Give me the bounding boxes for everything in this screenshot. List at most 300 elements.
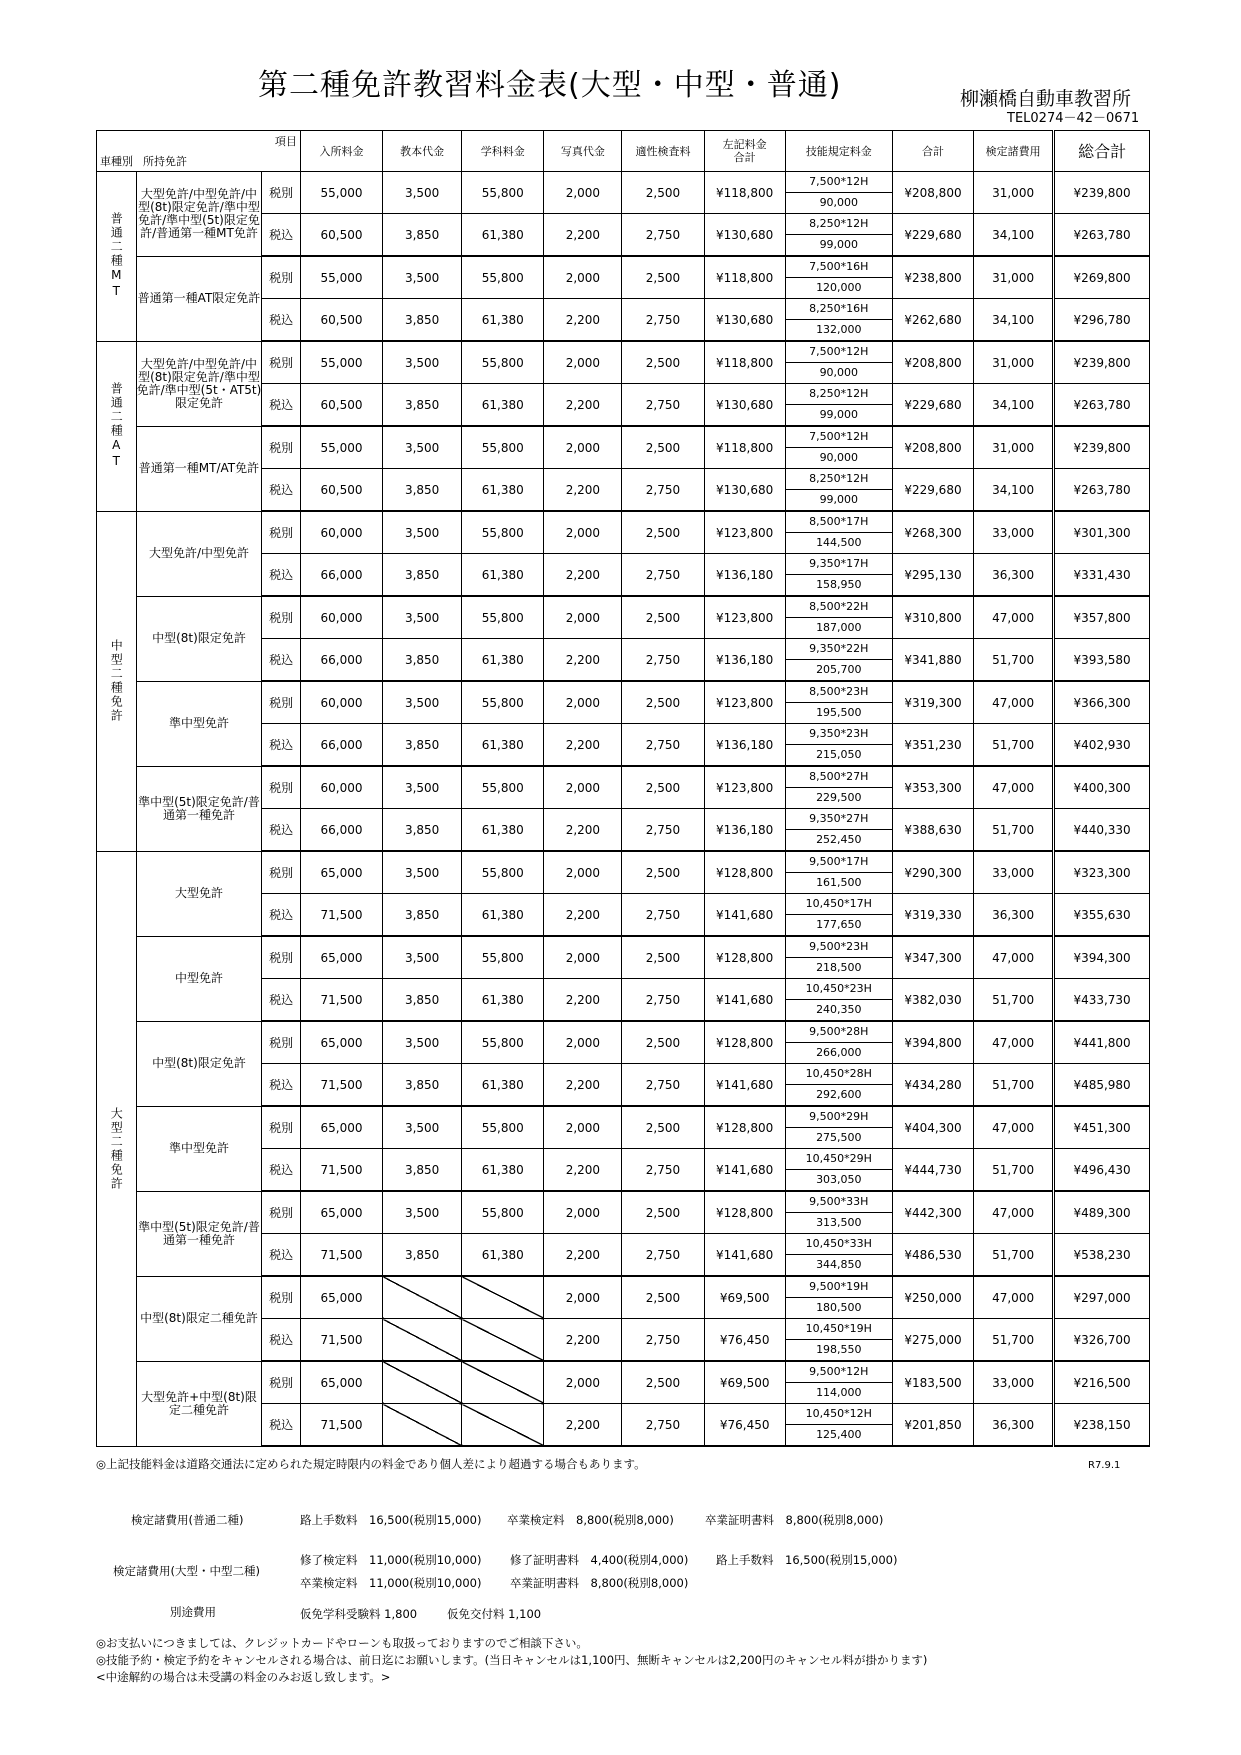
tech-fee-cell xyxy=(785,596,892,639)
school-name: 柳瀬橋自動車教習所 xyxy=(960,88,1132,110)
total-cell: ¥229,680 xyxy=(892,384,973,427)
revision-date: R7.9.1 xyxy=(1088,1460,1121,1471)
tax-type: 税別 xyxy=(262,936,301,979)
lecture-fee-cell xyxy=(462,1319,544,1362)
vehicle-category xyxy=(97,172,137,342)
textbook-fee-cell: 3,850 xyxy=(383,639,462,682)
grand-total-cell: ¥489,300 xyxy=(1054,1191,1150,1234)
subtotal-cell: ¥118,800 xyxy=(704,172,785,214)
tech-fee-rate: 9,500*17H xyxy=(786,852,892,873)
entry-fee-cell: 60,000 xyxy=(300,766,382,809)
aptitude-fee-cell: 2,750 xyxy=(622,554,704,597)
subtotal-cell: ¥128,800 xyxy=(704,936,785,979)
lecture-fee-cell: 55,800 xyxy=(462,1191,544,1234)
grand-total-cell: ¥239,800 xyxy=(1054,341,1150,384)
header-vehicle-label: 車種別 xyxy=(100,155,133,168)
aptitude-fee-cell: 2,750 xyxy=(622,979,704,1022)
subtotal-cell: ¥118,800 xyxy=(704,256,785,299)
tech-fee-rate: 8,250*12H xyxy=(786,214,892,235)
grand-total-cell: ¥357,800 xyxy=(1054,596,1150,639)
lecture-fee-cell xyxy=(462,1361,544,1404)
subtotal-cell: ¥136,180 xyxy=(704,724,785,767)
tech-fee-cell xyxy=(785,681,892,724)
tax-type: 税別 xyxy=(262,1021,301,1064)
tech-fee-amount: 344,850 xyxy=(816,1258,862,1271)
grand-total-cell: ¥331,430 xyxy=(1054,554,1150,597)
photo-fee-cell: 2,000 xyxy=(544,936,622,979)
textbook-fee-cell: 3,850 xyxy=(383,1234,462,1277)
lecture-fee-cell: 61,380 xyxy=(462,724,544,767)
photo-fee-cell: 2,200 xyxy=(544,1234,622,1277)
lecture-fee-cell: 61,380 xyxy=(462,1149,544,1192)
tech-fee-amount: 313,500 xyxy=(816,1216,862,1229)
textbook-fee-cell: 3,500 xyxy=(383,596,462,639)
aptitude-fee-cell: 2,500 xyxy=(622,256,704,299)
table-row xyxy=(97,172,1150,214)
entry-fee-cell: 66,000 xyxy=(300,554,382,597)
tech-fee-amount: 195,500 xyxy=(816,706,862,719)
aptitude-fee-cell: 2,750 xyxy=(622,1064,704,1107)
photo-fee-cell: 2,000 xyxy=(544,1276,622,1319)
photo-fee-cell: 2,200 xyxy=(544,1404,622,1447)
tech-fee-amount: 177,650 xyxy=(816,918,862,931)
table-row xyxy=(97,681,1150,724)
photo-fee-cell: 2,000 xyxy=(544,1191,622,1234)
vehicle-category-label: 大型二種免許 xyxy=(109,1106,124,1191)
aptitude-fee-cell: 2,500 xyxy=(622,681,704,724)
lecture-fee-cell: 55,800 xyxy=(462,681,544,724)
textbook-fee-cell: 3,850 xyxy=(383,1149,462,1192)
table-header-row xyxy=(97,131,1150,172)
header-lecture-fee: 学科料金 xyxy=(462,131,544,172)
entry-fee-cell: 71,500 xyxy=(300,1319,382,1362)
total-cell: ¥238,800 xyxy=(892,256,973,299)
textbook-fee-cell: 3,850 xyxy=(383,724,462,767)
grand-total-cell: ¥239,800 xyxy=(1054,172,1150,214)
table-row xyxy=(97,511,1150,554)
textbook-fee-cell: 3,850 xyxy=(383,384,462,427)
vehicle-category-label: 普通二種MT xyxy=(109,212,124,301)
tax-type: 税別 xyxy=(262,766,301,809)
entry-fee-cell: 60,500 xyxy=(300,469,382,512)
subtotal-cell: ¥123,800 xyxy=(704,596,785,639)
aptitude-fee-cell: 2,750 xyxy=(622,894,704,937)
tech-fee-note: ◎上記技能料金は道路交通法に定められた規定時限内の料金であり個人差により超過する場合もあります。 xyxy=(96,1457,646,1471)
exam-fee-large-completion: 修了検定料 11,000(税別10,000) xyxy=(300,1553,482,1567)
photo-fee-cell: 2,000 xyxy=(544,511,622,554)
page-title: 第二種免許教習料金表(大型・中型・普通) xyxy=(258,68,842,103)
table-row xyxy=(97,1021,1150,1064)
header-photo-fee: 写真代金 xyxy=(544,131,622,172)
photo-fee-cell: 2,200 xyxy=(544,469,622,512)
subtotal-cell: ¥123,800 xyxy=(704,766,785,809)
textbook-fee-cell: 3,500 xyxy=(383,172,462,214)
vehicle-category xyxy=(97,851,137,1446)
textbook-fee-cell: 3,500 xyxy=(383,766,462,809)
grand-total-cell: ¥323,300 xyxy=(1054,851,1150,894)
tech-fee-rate: 7,500*12H xyxy=(786,342,892,363)
tech-fee-cell xyxy=(785,511,892,554)
lecture-fee-cell: 61,380 xyxy=(462,214,544,257)
aptitude-fee-cell: 2,750 xyxy=(622,384,704,427)
aptitude-fee-cell: 2,500 xyxy=(622,172,704,214)
aptitude-fee-cell: 2,500 xyxy=(622,936,704,979)
tax-type: 税別 xyxy=(262,256,301,299)
subtotal-cell: ¥123,800 xyxy=(704,511,785,554)
total-cell: ¥404,300 xyxy=(892,1106,973,1149)
exam-fee-cell: 33,000 xyxy=(974,1361,1054,1404)
exam-fee-cell: 51,700 xyxy=(974,1064,1054,1107)
grand-total-cell: ¥538,230 xyxy=(1054,1234,1150,1277)
tech-fee-rate: 8,250*12H xyxy=(786,384,892,405)
exam-fee-cell: 47,000 xyxy=(974,1276,1054,1319)
textbook-fee-cell: 3,500 xyxy=(383,256,462,299)
total-cell: ¥434,280 xyxy=(892,1064,973,1107)
entry-fee-cell: 60,500 xyxy=(300,214,382,257)
photo-fee-cell: 2,000 xyxy=(544,256,622,299)
tech-fee-rate: 10,450*19H xyxy=(786,1319,892,1340)
header-tech-fee: 技能規定料金 xyxy=(785,131,892,172)
held-license: 大型免許 xyxy=(136,851,262,936)
textbook-fee-cell: 3,850 xyxy=(383,809,462,852)
subtotal-cell: ¥118,800 xyxy=(704,426,785,469)
textbook-fee-cell xyxy=(383,1319,462,1362)
tech-fee-cell xyxy=(785,469,892,512)
entry-fee-cell: 55,000 xyxy=(300,426,382,469)
tech-fee-amount: 215,050 xyxy=(816,748,862,761)
tech-fee-amount: 99,000 xyxy=(819,238,859,251)
table-row xyxy=(97,1191,1150,1234)
exam-fee-large-completion-cert: 修了証明書料 4,400(税別4,000) xyxy=(510,1553,689,1567)
tax-type: 税込 xyxy=(262,979,301,1022)
exam-fee-std-graduation: 卒業検定料 8,800(税別8,000) xyxy=(507,1513,674,1527)
table-row xyxy=(97,256,1150,299)
exam-fee-std-road: 路上手数料 16,500(税別15,000) xyxy=(300,1513,482,1527)
exam-fee-cell: 51,700 xyxy=(974,724,1054,767)
school-phone: TEL0274－42－0671 xyxy=(1007,111,1140,126)
tech-fee-rate: 10,450*29H xyxy=(786,1149,892,1170)
photo-fee-cell: 2,200 xyxy=(544,979,622,1022)
held-license: 準中型(5t)限定免許/普通第一種免許 xyxy=(136,766,262,851)
tax-type: 税込 xyxy=(262,1234,301,1277)
lecture-fee-cell: 61,380 xyxy=(462,1064,544,1107)
subtotal-cell: ¥130,680 xyxy=(704,214,785,257)
grand-total-cell: ¥485,980 xyxy=(1054,1064,1150,1107)
exam-fee-cell: 47,000 xyxy=(974,1106,1054,1149)
exam-fee-cell: 47,000 xyxy=(974,766,1054,809)
aptitude-fee-cell: 2,750 xyxy=(622,1404,704,1447)
exam-fee-cell: 31,000 xyxy=(974,426,1054,469)
tech-fee-amount: 90,000 xyxy=(819,451,859,464)
tech-fee-cell xyxy=(785,384,892,427)
vehicle-category-label: 普通二種AT xyxy=(109,382,124,470)
tech-fee-amount: 99,000 xyxy=(819,408,859,421)
exam-fee-cell: 34,100 xyxy=(974,384,1054,427)
lecture-fee-cell: 61,380 xyxy=(462,1234,544,1277)
grand-total-cell: ¥441,800 xyxy=(1054,1021,1150,1064)
photo-fee-cell: 2,200 xyxy=(544,1319,622,1362)
subtotal-cell: ¥128,800 xyxy=(704,851,785,894)
total-cell: ¥319,300 xyxy=(892,681,973,724)
tech-fee-rate: 9,500*19H xyxy=(786,1277,892,1298)
total-cell: ¥250,000 xyxy=(892,1276,973,1319)
vehicle-category xyxy=(97,341,137,511)
lecture-fee-cell: 61,380 xyxy=(462,299,544,342)
tech-fee-amount: 240,350 xyxy=(816,1003,862,1016)
grand-total-cell: ¥297,000 xyxy=(1054,1276,1150,1319)
lecture-fee-cell: 61,380 xyxy=(462,979,544,1022)
grand-total-cell: ¥238,150 xyxy=(1054,1404,1150,1447)
photo-fee-cell: 2,200 xyxy=(544,1064,622,1107)
tech-fee-rate: 9,500*28H xyxy=(786,1022,892,1043)
tech-fee-amount: 125,400 xyxy=(816,1428,862,1441)
grand-total-cell: ¥440,330 xyxy=(1054,809,1150,852)
tech-fee-rate: 8,500*22H xyxy=(786,597,892,618)
subtotal-cell: ¥123,800 xyxy=(704,681,785,724)
tech-fee-cell xyxy=(785,936,892,979)
grand-total-cell: ¥216,500 xyxy=(1054,1361,1150,1404)
header-subtotal: 左記料金合計 xyxy=(704,131,785,172)
tech-fee-amount: 161,500 xyxy=(816,876,862,889)
subtotal-cell: ¥141,680 xyxy=(704,1234,785,1277)
tech-fee-cell xyxy=(785,894,892,937)
lecture-fee-cell xyxy=(462,1276,544,1319)
tech-fee-rate: 9,500*12H xyxy=(786,1362,892,1383)
tech-fee-rate: 10,450*23H xyxy=(786,979,892,1000)
tax-type: 税別 xyxy=(262,1276,301,1319)
entry-fee-cell: 71,500 xyxy=(300,1064,382,1107)
total-cell: ¥351,230 xyxy=(892,724,973,767)
subtotal-cell: ¥128,800 xyxy=(704,1106,785,1149)
total-cell: ¥388,630 xyxy=(892,809,973,852)
table-row xyxy=(97,936,1150,979)
grand-total-cell: ¥263,780 xyxy=(1054,384,1150,427)
exam-fee-large-graduation: 卒業検定料 11,000(税別10,000) xyxy=(300,1576,482,1590)
table-row xyxy=(97,1276,1150,1319)
entry-fee-cell: 65,000 xyxy=(300,1021,382,1064)
lecture-fee-cell: 61,380 xyxy=(462,809,544,852)
subtotal-cell: ¥130,680 xyxy=(704,384,785,427)
subtotal-cell: ¥136,180 xyxy=(704,639,785,682)
entry-fee-cell: 55,000 xyxy=(300,172,382,214)
subtotal-cell: ¥136,180 xyxy=(704,554,785,597)
total-cell: ¥319,330 xyxy=(892,894,973,937)
grand-total-cell: ¥263,780 xyxy=(1054,214,1150,257)
textbook-fee-cell: 3,500 xyxy=(383,426,462,469)
textbook-fee-cell: 3,850 xyxy=(383,214,462,257)
lecture-fee-cell: 55,800 xyxy=(462,341,544,384)
aptitude-fee-cell: 2,750 xyxy=(622,639,704,682)
tech-fee-rate: 9,500*33H xyxy=(786,1192,892,1213)
tech-fee-amount: 132,000 xyxy=(816,323,862,336)
total-cell: ¥208,800 xyxy=(892,172,973,214)
lecture-fee-cell: 61,380 xyxy=(462,894,544,937)
tech-fee-cell xyxy=(785,639,892,682)
tech-fee-cell xyxy=(785,766,892,809)
photo-fee-cell: 2,200 xyxy=(544,299,622,342)
refund-note: <中途解約の場合は未受講の料金のみお返し致します。> xyxy=(96,1670,391,1684)
subtotal-cell: ¥141,680 xyxy=(704,979,785,1022)
tax-type: 税別 xyxy=(262,426,301,469)
tech-fee-cell xyxy=(785,1106,892,1149)
total-cell: ¥208,800 xyxy=(892,341,973,384)
photo-fee-cell: 2,000 xyxy=(544,1361,622,1404)
photo-fee-cell: 2,000 xyxy=(544,681,622,724)
tech-fee-cell xyxy=(785,1404,892,1447)
tech-fee-amount: 120,000 xyxy=(816,281,862,294)
tech-fee-rate: 8,250*12H xyxy=(786,469,892,490)
tax-type: 税別 xyxy=(262,1191,301,1234)
grand-total-cell: ¥400,300 xyxy=(1054,766,1150,809)
exam-fee-cell: 34,100 xyxy=(974,299,1054,342)
extra-fee-issuance: 仮免交付料 1,100 xyxy=(447,1607,542,1621)
photo-fee-cell: 2,200 xyxy=(544,809,622,852)
header-held-label: 所持免許 xyxy=(143,155,187,168)
aptitude-fee-cell: 2,750 xyxy=(622,1234,704,1277)
textbook-fee-cell: 3,850 xyxy=(383,979,462,1022)
total-cell: ¥208,800 xyxy=(892,426,973,469)
held-license: 普通第一種MT/AT免許 xyxy=(136,426,262,511)
held-license: 準中型(5t)限定免許/普通第一種免許 xyxy=(136,1191,262,1276)
aptitude-fee-cell: 2,500 xyxy=(622,766,704,809)
aptitude-fee-cell: 2,750 xyxy=(622,469,704,512)
tech-fee-amount: 205,700 xyxy=(816,663,862,676)
textbook-fee-cell: 3,850 xyxy=(383,469,462,512)
tech-fee-cell xyxy=(785,426,892,469)
tech-fee-amount: 144,500 xyxy=(816,536,862,549)
tech-fee-rate: 10,450*17H xyxy=(786,894,892,915)
photo-fee-cell: 2,000 xyxy=(544,426,622,469)
total-cell: ¥382,030 xyxy=(892,979,973,1022)
exam-fee-large-graduation-cert: 卒業証明書料 8,800(税別8,000) xyxy=(510,1576,689,1590)
aptitude-fee-cell: 2,500 xyxy=(622,511,704,554)
total-cell: ¥201,850 xyxy=(892,1404,973,1447)
lecture-fee-cell: 55,800 xyxy=(462,596,544,639)
grand-total-cell: ¥394,300 xyxy=(1054,936,1150,979)
header-exam-fee: 検定諸費用 xyxy=(974,131,1054,172)
held-license: 中型(8t)限定二種免許 xyxy=(136,1276,262,1361)
exam-fee-cell: 33,000 xyxy=(974,511,1054,554)
entry-fee-cell: 71,500 xyxy=(300,894,382,937)
textbook-fee-cell: 3,850 xyxy=(383,1064,462,1107)
held-license: 大型免許/中型免許 xyxy=(136,511,262,596)
header-aptitude-fee: 適性検査料 xyxy=(622,131,704,172)
tech-fee-amount: 180,500 xyxy=(816,1301,862,1314)
photo-fee-cell: 2,000 xyxy=(544,766,622,809)
tech-fee-cell xyxy=(785,1191,892,1234)
tech-fee-amount: 90,000 xyxy=(819,366,859,379)
tech-fee-amount: 275,500 xyxy=(816,1131,862,1144)
entry-fee-cell: 60,500 xyxy=(300,299,382,342)
tech-fee-rate: 10,450*12H xyxy=(786,1404,892,1425)
entry-fee-cell: 66,000 xyxy=(300,639,382,682)
textbook-fee-cell: 3,500 xyxy=(383,936,462,979)
tech-fee-rate: 8,500*17H xyxy=(786,512,892,533)
subtotal-cell: ¥141,680 xyxy=(704,1149,785,1192)
aptitude-fee-cell: 2,500 xyxy=(622,1191,704,1234)
aptitude-fee-cell: 2,500 xyxy=(622,426,704,469)
tech-fee-amount: 114,000 xyxy=(816,1386,862,1399)
textbook-fee-cell: 3,500 xyxy=(383,1191,462,1234)
tax-type: 税込 xyxy=(262,809,301,852)
total-cell: ¥229,680 xyxy=(892,214,973,257)
tax-type: 税別 xyxy=(262,341,301,384)
grand-total-cell: ¥301,300 xyxy=(1054,511,1150,554)
subtotal-cell: ¥141,680 xyxy=(704,894,785,937)
tax-type: 税込 xyxy=(262,1064,301,1107)
extra-fee-exam: 仮免学科受験料 1,800 xyxy=(300,1607,418,1621)
tech-fee-rate: 10,450*33H xyxy=(786,1234,892,1255)
vehicle-category xyxy=(97,511,137,851)
tax-type: 税込 xyxy=(262,299,301,342)
photo-fee-cell: 2,200 xyxy=(544,384,622,427)
tech-fee-cell xyxy=(785,172,892,214)
subtotal-cell: ¥141,680 xyxy=(704,1064,785,1107)
aptitude-fee-cell: 2,750 xyxy=(622,809,704,852)
exam-fee-cell: 31,000 xyxy=(974,341,1054,384)
exam-fee-cell: 47,000 xyxy=(974,936,1054,979)
entry-fee-cell: 60,000 xyxy=(300,681,382,724)
entry-fee-cell: 71,500 xyxy=(300,1404,382,1447)
table-row xyxy=(97,426,1150,469)
exam-fees-large-label: 検定諸費用(大型・中型二種) xyxy=(113,1564,260,1578)
tech-fee-rate: 9,500*29H xyxy=(786,1107,892,1128)
entry-fee-cell: 66,000 xyxy=(300,724,382,767)
subtotal-cell: ¥76,450 xyxy=(704,1319,785,1362)
photo-fee-cell: 2,000 xyxy=(544,1106,622,1149)
subtotal-cell: ¥130,680 xyxy=(704,299,785,342)
tech-fee-cell xyxy=(785,724,892,767)
aptitude-fee-cell: 2,500 xyxy=(622,1276,704,1319)
photo-fee-cell: 2,000 xyxy=(544,341,622,384)
subtotal-cell: ¥136,180 xyxy=(704,809,785,852)
total-cell: ¥262,680 xyxy=(892,299,973,342)
textbook-fee-cell: 3,850 xyxy=(383,299,462,342)
exam-fee-cell: 36,300 xyxy=(974,894,1054,937)
subtotal-cell: ¥76,450 xyxy=(704,1404,785,1447)
tech-fee-amount: 218,500 xyxy=(816,961,862,974)
exam-fee-cell: 51,700 xyxy=(974,809,1054,852)
tax-type: 税込 xyxy=(262,724,301,767)
entry-fee-cell: 65,000 xyxy=(300,936,382,979)
tax-type: 税込 xyxy=(262,384,301,427)
tax-type: 税込 xyxy=(262,639,301,682)
held-license: 中型免許 xyxy=(136,936,262,1021)
textbook-fee-cell: 3,500 xyxy=(383,1106,462,1149)
held-license: 中型(8t)限定免許 xyxy=(136,1021,262,1106)
table-row xyxy=(97,851,1150,894)
aptitude-fee-cell: 2,750 xyxy=(622,724,704,767)
grand-total-cell: ¥393,580 xyxy=(1054,639,1150,682)
grand-total-cell: ¥269,800 xyxy=(1054,256,1150,299)
tech-fee-amount: 229,500 xyxy=(816,791,862,804)
exam-fee-cell: 36,300 xyxy=(974,1404,1054,1447)
aptitude-fee-cell: 2,500 xyxy=(622,596,704,639)
photo-fee-cell: 2,200 xyxy=(544,639,622,682)
tax-type: 税別 xyxy=(262,172,301,214)
photo-fee-cell: 2,000 xyxy=(544,172,622,214)
tax-type: 税別 xyxy=(262,511,301,554)
total-cell: ¥268,300 xyxy=(892,511,973,554)
photo-fee-cell: 2,200 xyxy=(544,214,622,257)
exam-fee-cell: 31,000 xyxy=(974,172,1054,214)
table-row xyxy=(97,596,1150,639)
tax-type: 税込 xyxy=(262,1149,301,1192)
photo-fee-cell: 2,200 xyxy=(544,894,622,937)
lecture-fee-cell: 55,800 xyxy=(462,851,544,894)
textbook-fee-cell xyxy=(383,1276,462,1319)
tech-fee-cell xyxy=(785,554,892,597)
